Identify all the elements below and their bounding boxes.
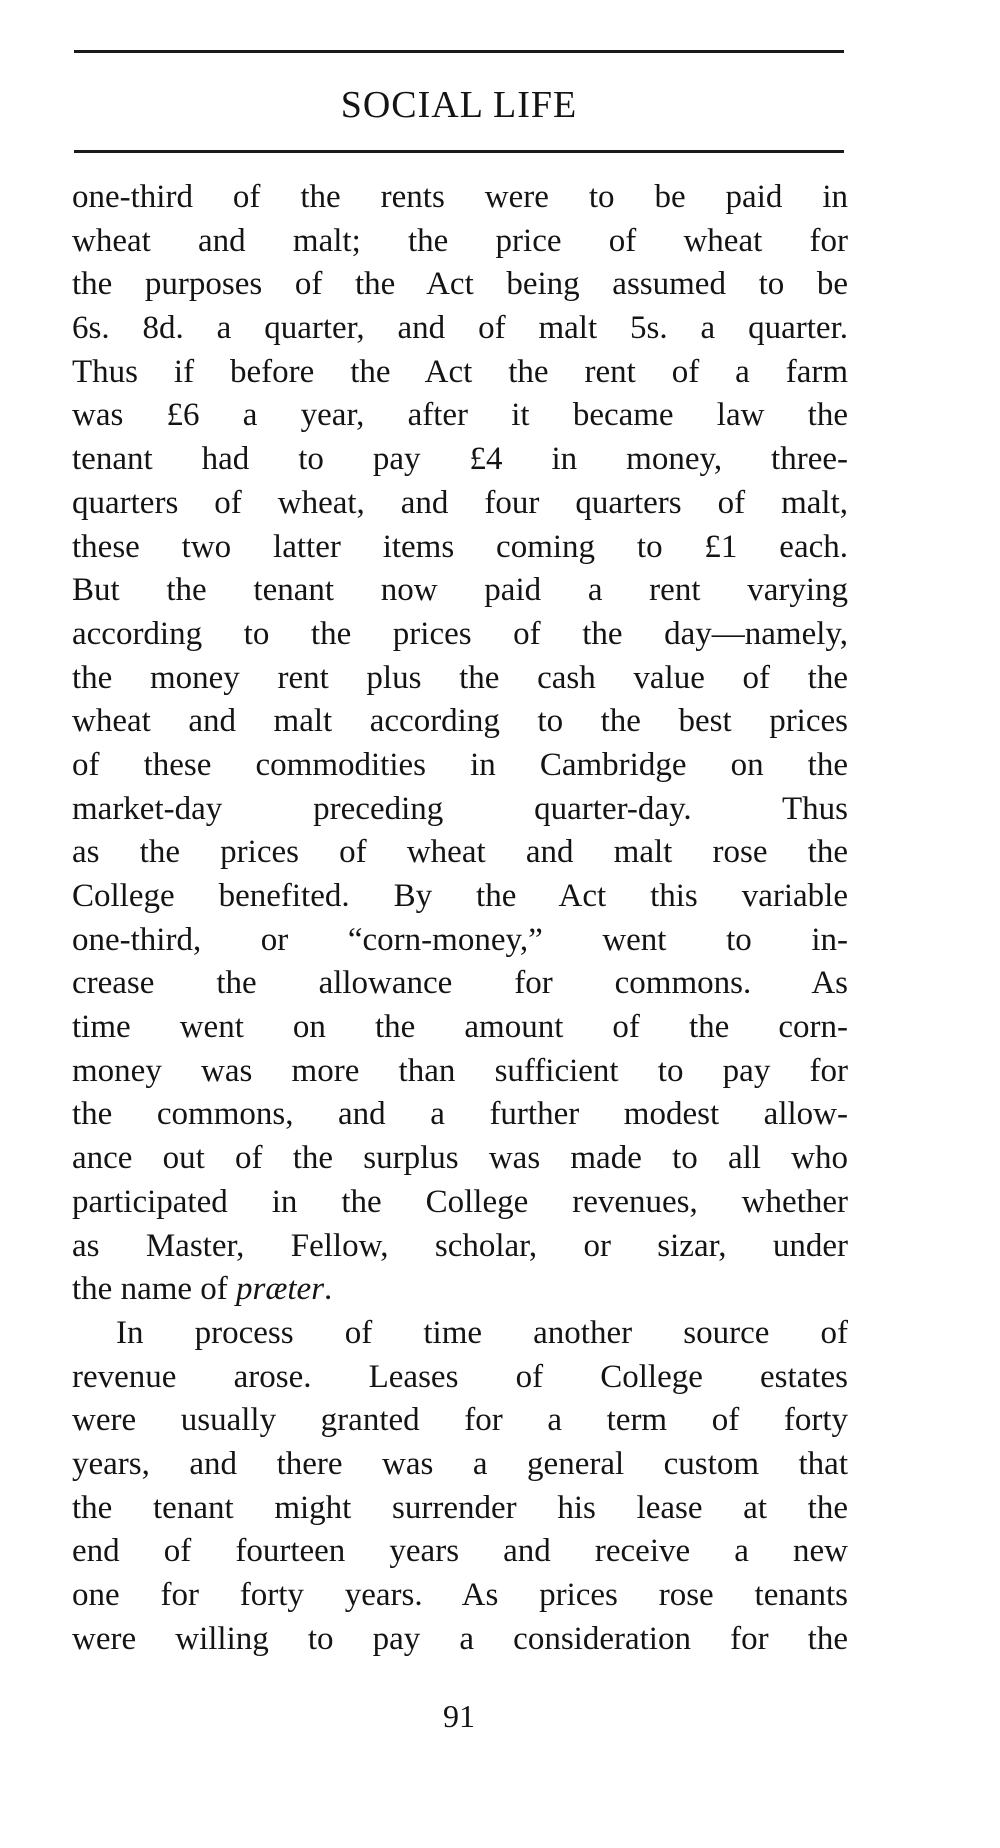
paragraph-end-line bbox=[72, 1268, 848, 1312]
text-line: according to the prices of the day—namely, bbox=[72, 615, 848, 652]
text-line: these two latter items coming to £1 each. bbox=[72, 528, 848, 565]
text-line: But the tenant now paid a rent varying bbox=[72, 572, 848, 609]
text-line: one for forty years. As prices rose tenants bbox=[72, 1577, 848, 1613]
text-line: 6s. 8d. a quarter, and of malt 5s. a quarter. bbox=[72, 310, 848, 347]
text-line: one-third, or “corn-money,” went to in- bbox=[72, 921, 848, 958]
text-line: was £6 a year, after it became law the bbox=[72, 397, 848, 434]
text-line: were usually granted for a term of forty bbox=[72, 1402, 848, 1439]
header-rule-bottom bbox=[74, 150, 844, 153]
text-line: one-third of the rents were to be paid in bbox=[72, 179, 848, 215]
italic-suffix: . bbox=[324, 1271, 333, 1308]
text-line: quarters of wheat, and four quarters of malt, bbox=[72, 484, 848, 521]
text-line: ance out of the surplus was made to all who bbox=[72, 1140, 848, 1177]
text-line: the purposes of the Act being assumed to be bbox=[72, 266, 848, 303]
text-line: the tenant might surrender his lease at the bbox=[72, 1489, 848, 1526]
header-rule-top bbox=[74, 50, 844, 53]
text-line: College benefited. By the Act this variable bbox=[72, 878, 848, 914]
text-line: money was more than sufficient to pay for bbox=[72, 1052, 848, 1089]
text-line: of these commodities in Cambridge on the bbox=[72, 746, 848, 783]
text-line: tenant had to pay £4 in money, three- bbox=[72, 441, 848, 478]
paragraph-start-line: In process of time another source of bbox=[116, 1314, 848, 1351]
text-line: market-day preceding quarter-day. Thus bbox=[72, 790, 848, 827]
text-line: the commons, and a further modest allow- bbox=[72, 1096, 848, 1133]
text-line: revenue arose. Leases of College estates bbox=[72, 1358, 848, 1395]
page-number: 91 bbox=[443, 1698, 475, 1734]
body-text bbox=[72, 176, 848, 1661]
text-line: Thus if before the Act the rent of a farm bbox=[72, 353, 848, 390]
text-line: end of fourteen years and receive a new bbox=[72, 1533, 848, 1570]
text-line: wheat and malt; the price of wheat for bbox=[72, 222, 848, 259]
text-line: time went on the amount of the corn- bbox=[72, 1009, 848, 1046]
running-head: SOCIAL LIFE bbox=[340, 84, 578, 126]
text-line: wheat and malt according to the best prices bbox=[72, 703, 848, 740]
text-line: the money rent plus the cash value of the bbox=[72, 659, 848, 696]
text-line: crease the allowance for commons. As bbox=[72, 965, 848, 1002]
text-line: participated in the College revenues, whether bbox=[72, 1183, 848, 1220]
text-line: were willing to pay a consideration for the bbox=[72, 1620, 848, 1657]
text-line: the name of bbox=[72, 1271, 228, 1308]
italic-term: præter bbox=[236, 1271, 325, 1308]
text-line: years, and there was a general custom that bbox=[72, 1445, 848, 1482]
text-line: as Master, Fellow, scholar, or sizar, under bbox=[72, 1227, 848, 1264]
text-line: as the prices of wheat and malt rose the bbox=[72, 834, 848, 871]
